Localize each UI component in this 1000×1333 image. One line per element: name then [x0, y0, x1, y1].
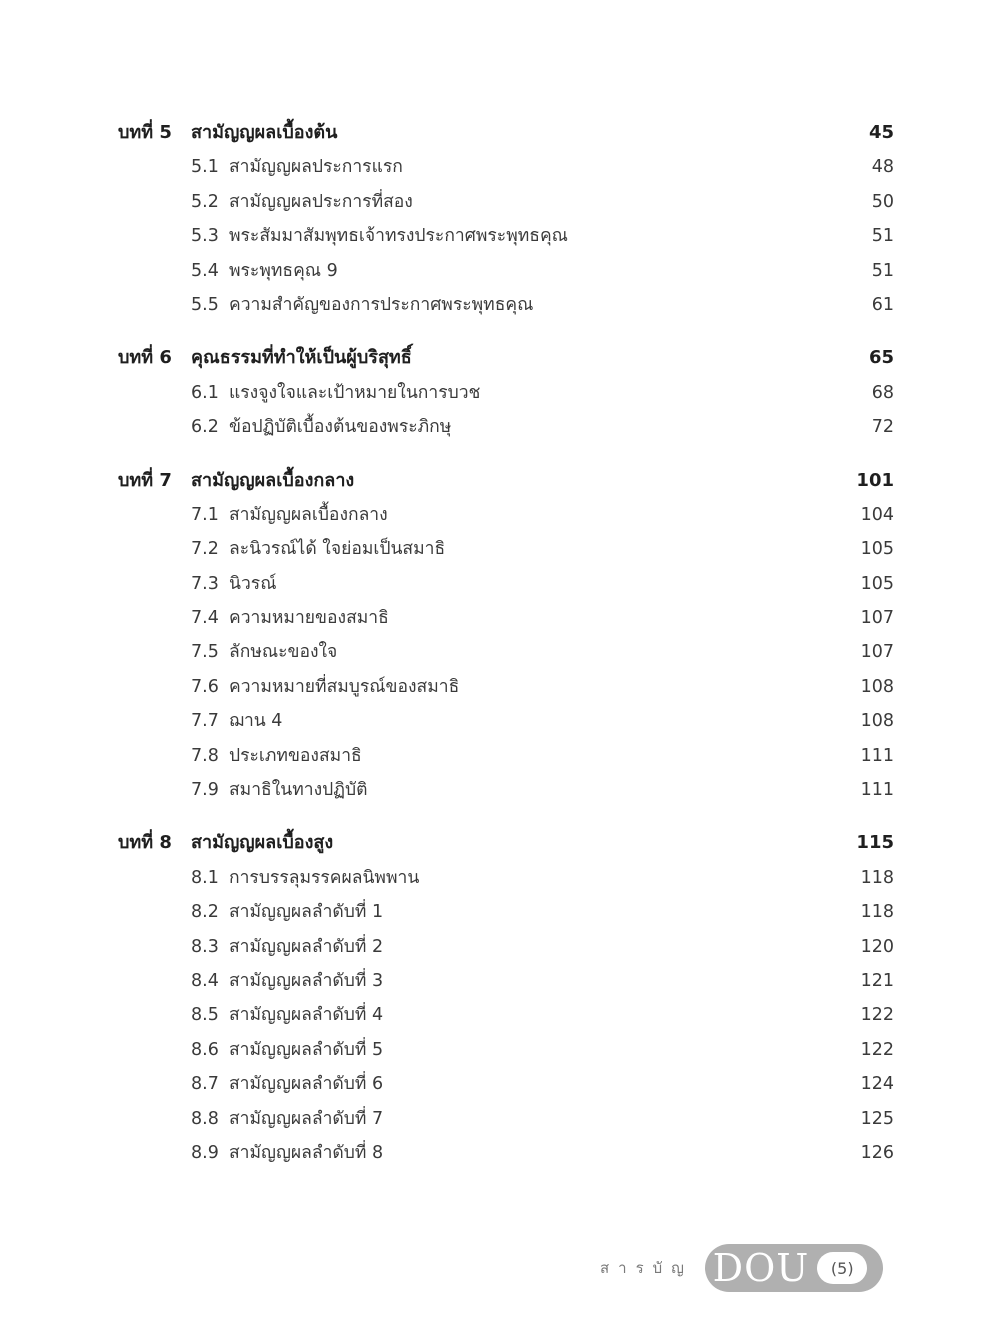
- section-number: 8.5: [191, 1005, 219, 1026]
- section-page: 111: [860, 745, 894, 766]
- section-title: นิวรณ์: [229, 573, 277, 594]
- chapter-title: สามัญญผลเบื้องกลาง: [191, 469, 355, 491]
- chapter-6: [118, 341, 894, 444]
- section-page: 51: [871, 226, 894, 247]
- toc-entry[interactable]: [118, 998, 894, 1032]
- section-title: ฌาน 4: [229, 711, 283, 732]
- section-number: 8.9: [191, 1142, 219, 1163]
- section-number: 5.3: [191, 226, 219, 247]
- section-page: 105: [860, 539, 894, 560]
- section-page: 48: [871, 157, 894, 178]
- chapter-7: [118, 464, 894, 808]
- section-page: 51: [871, 260, 894, 281]
- toc-entry[interactable]: [118, 498, 894, 532]
- section-page: 120: [860, 936, 894, 957]
- section-page: 68: [871, 382, 894, 403]
- section-page: 121: [860, 970, 894, 991]
- section-number: 8.8: [191, 1108, 219, 1129]
- chapter-5: [118, 116, 894, 322]
- toc-entry[interactable]: [118, 288, 894, 322]
- toc-entry[interactable]: [118, 739, 894, 773]
- section-number: 7.5: [191, 642, 219, 663]
- section-number: 5.4: [191, 260, 219, 281]
- section-page: 107: [860, 642, 894, 663]
- toc-entry[interactable]: [118, 1136, 894, 1170]
- section-page: 124: [860, 1074, 894, 1095]
- chapter-title: สามัญญผลเบื้องต้น: [191, 122, 338, 143]
- toc-entry[interactable]: [118, 254, 894, 288]
- section-number: 7.9: [191, 780, 219, 801]
- section-title: สมาธิในทางปฏิบัติ: [229, 780, 368, 801]
- section-page: 105: [860, 573, 894, 594]
- toc-entry[interactable]: [118, 964, 894, 998]
- section-title: แรงจูงใจและเป้าหมายในการบวช: [229, 382, 481, 403]
- toc-entry[interactable]: [118, 532, 894, 566]
- dou-badge: [705, 1244, 883, 1292]
- chapter-8: [118, 826, 894, 1170]
- chapter-label: บทที่ 5: [118, 122, 172, 143]
- section-title: ความหมายที่สมบูรณ์ของสมาธิ: [229, 676, 460, 697]
- section-title: สามัญญผลลำดับที่ 7: [229, 1108, 384, 1129]
- section-title: สามัญญผลลำดับที่ 2: [229, 936, 384, 957]
- section-title: สามัญญผลประการแรก: [229, 157, 403, 178]
- toc-entry[interactable]: [118, 1033, 894, 1067]
- section-title: ความสำคัญของการประกาศพระพุทธคุณ: [229, 294, 534, 315]
- chapter-title: สามัญญผลเบื้องสูง: [191, 832, 334, 854]
- section-title: สามัญญผลเบื้องกลาง: [229, 504, 388, 525]
- section-number: 7.2: [191, 539, 219, 560]
- toc-entry[interactable]: [118, 895, 894, 929]
- section-number: 8.4: [191, 970, 219, 991]
- section-page: 72: [871, 417, 894, 438]
- section-page: 108: [860, 711, 894, 732]
- toc-entry[interactable]: [118, 930, 894, 964]
- section-title: สามัญญผลลำดับที่ 6: [229, 1074, 384, 1095]
- section-page: 107: [860, 608, 894, 629]
- toc-entry[interactable]: [118, 861, 894, 895]
- section-page: 61: [871, 294, 894, 315]
- section-number: 8.2: [191, 902, 219, 923]
- section-number: 7.8: [191, 745, 219, 766]
- section-page: 104: [860, 504, 894, 525]
- section-page: 122: [860, 1005, 894, 1026]
- toc-entry[interactable]: [118, 773, 894, 807]
- section-number: 7.4: [191, 608, 219, 629]
- chapter-heading[interactable]: [118, 341, 894, 375]
- section-number: 6.1: [191, 382, 219, 403]
- chapter-heading[interactable]: [118, 826, 894, 860]
- section-page: 50: [871, 191, 894, 212]
- section-page: 122: [860, 1039, 894, 1060]
- chapter-title: คุณธรรมที่ทำให้เป็นผู้บริสุทธิ์: [191, 347, 412, 369]
- toc-entry[interactable]: [118, 1067, 894, 1101]
- section-title: พระพุทธคุณ 9: [229, 260, 338, 281]
- section-number: 7.6: [191, 676, 219, 697]
- section-title: ความหมายของสมาธิ: [229, 608, 389, 629]
- table-of-contents: [118, 116, 894, 1189]
- section-title: การบรรลุมรรคผลนิพพาน: [229, 867, 420, 888]
- section-page: 118: [860, 867, 894, 888]
- chapter-page: 45: [868, 122, 894, 143]
- section-number: 5.5: [191, 294, 219, 315]
- section-page: 126: [860, 1142, 894, 1163]
- toc-entry[interactable]: [118, 150, 894, 184]
- section-number: 8.3: [191, 936, 219, 957]
- toc-entry[interactable]: [118, 185, 894, 219]
- toc-entry[interactable]: [118, 1102, 894, 1136]
- section-number: 7.3: [191, 573, 219, 594]
- section-number: 6.2: [191, 417, 219, 438]
- chapter-heading[interactable]: [118, 116, 894, 150]
- chapter-label: บทที่ 7: [118, 469, 172, 491]
- chapter-page: 101: [856, 469, 894, 491]
- section-title: สามัญญผลประการที่สอง: [229, 191, 413, 212]
- dou-logo: DOU: [712, 1246, 810, 1290]
- chapter-label: บทที่ 6: [118, 347, 172, 369]
- section-title: ประเภทของสมาธิ: [229, 745, 362, 766]
- toc-entry[interactable]: [118, 704, 894, 738]
- section-title: พระสัมมาสัมพุทธเจ้าทรงประกาศพระพุทธคุณ: [229, 226, 568, 247]
- section-title: สามัญญผลลำดับที่ 8: [229, 1142, 384, 1163]
- section-title: สามัญญผลลำดับที่ 4: [229, 1005, 384, 1026]
- section-title: ละนิวรณ์ได้ ใจย่อมเป็นสมาธิ: [229, 539, 446, 560]
- page-number: (5): [817, 1252, 867, 1284]
- toc-entry[interactable]: [118, 219, 894, 253]
- section-number: 5.1: [191, 157, 219, 178]
- section-page: 111: [860, 780, 894, 801]
- section-number: 8.7: [191, 1074, 219, 1095]
- toc-entry[interactable]: [118, 376, 894, 410]
- section-title: ลักษณะของใจ: [229, 642, 338, 663]
- section-title: ข้อปฏิบัติเบื้องต้นของพระภิกษุ: [229, 417, 452, 438]
- section-number: 7.1: [191, 504, 219, 525]
- section-title: สามัญญผลลำดับที่ 5: [229, 1039, 384, 1060]
- footer-label: สารบัญ: [600, 1259, 693, 1277]
- toc-entry[interactable]: [118, 670, 894, 704]
- section-title: สามัญญผลลำดับที่ 1: [229, 902, 384, 923]
- toc-entry[interactable]: [118, 567, 894, 601]
- section-number: 8.6: [191, 1039, 219, 1060]
- toc-entry[interactable]: [118, 601, 894, 635]
- toc-entry[interactable]: [118, 410, 894, 444]
- section-number: 5.2: [191, 191, 219, 212]
- section-title: สามัญญผลลำดับที่ 3: [229, 970, 384, 991]
- toc-entry[interactable]: [118, 635, 894, 669]
- chapter-page: 115: [856, 832, 894, 854]
- section-page: 118: [860, 902, 894, 923]
- chapter-label: บทที่ 8: [118, 832, 172, 854]
- chapter-page: 65: [868, 347, 894, 369]
- page-footer: [600, 1244, 883, 1292]
- section-number: 7.7: [191, 711, 219, 732]
- section-page: 125: [860, 1108, 894, 1129]
- section-page: 108: [860, 676, 894, 697]
- chapter-heading[interactable]: [118, 464, 894, 498]
- section-number: 8.1: [191, 867, 219, 888]
